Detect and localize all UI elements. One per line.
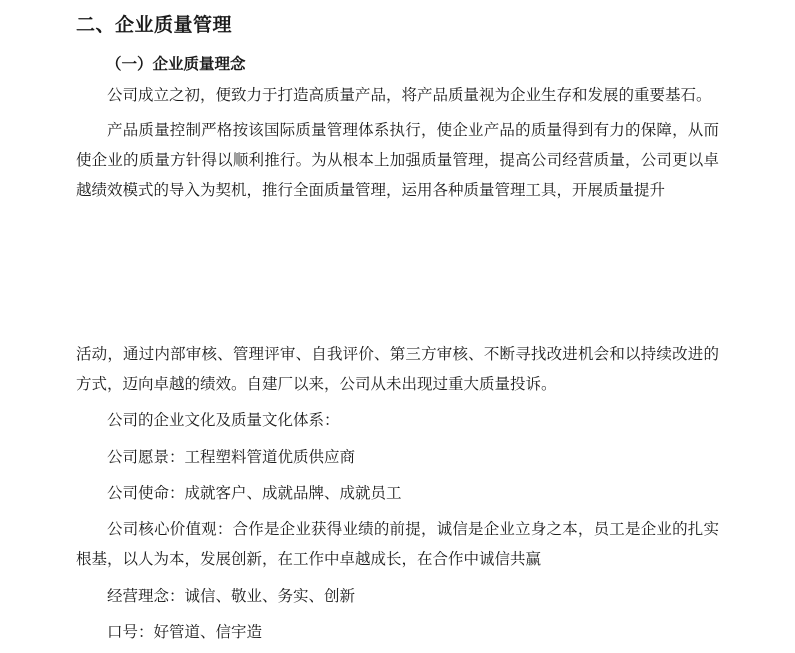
list-item: 公司核心价值观：合作是企业获得业绩的前提，诚信是企业立身之本，员工是企业的扎实根基，以人为本，发展创新，在工作中卓越成长，在合作中诚信共赢 bbox=[76, 521, 719, 569]
document-section-bottom bbox=[0, 336, 795, 648]
paragraph-continued: 活动，通过内部审核、管理评审、自我评价、第三方审核、不断寻找改进机会和以持续改进的方式，迈向卓越的绩效。自建厂以来，公司从未出现过重大质量投诉。 bbox=[76, 346, 719, 394]
paragraph: 公司成立之初，便致力于打造高质量产品，将产品质量视为企业生存和发展的重要基石。 bbox=[107, 87, 712, 105]
paragraph: 产品质量控制严格按该国际质量管理体系执行，使企业产品的质量得到有力的保障，从而使企业的质量方针得以顺利推行。为从根本上加强质量管理，提高公司经营质量，公司更以卓越绩效模式的导入为契机，推行全面质量管理，运用各种质量管理工具，开展质量提升 bbox=[76, 121, 719, 199]
list-item: 口号：好管道、信宇造 bbox=[107, 623, 263, 641]
culture-intro: 公司的企业文化及质量文化体系： bbox=[107, 412, 340, 430]
list-item: 经营理念：诚信、敬业、务实、创新 bbox=[107, 587, 356, 605]
list-item: 公司使命：成就客户、成就品牌、成就员工 bbox=[107, 484, 402, 502]
subsection-title: （一）企业质量理念 bbox=[106, 55, 246, 73]
list-item: 公司愿景：工程塑料管道优质供应商 bbox=[107, 448, 356, 466]
page-break-gap bbox=[0, 243, 795, 327]
document-section-top bbox=[0, 0, 795, 206]
page-title: 二、企业质量管理 bbox=[76, 15, 233, 36]
